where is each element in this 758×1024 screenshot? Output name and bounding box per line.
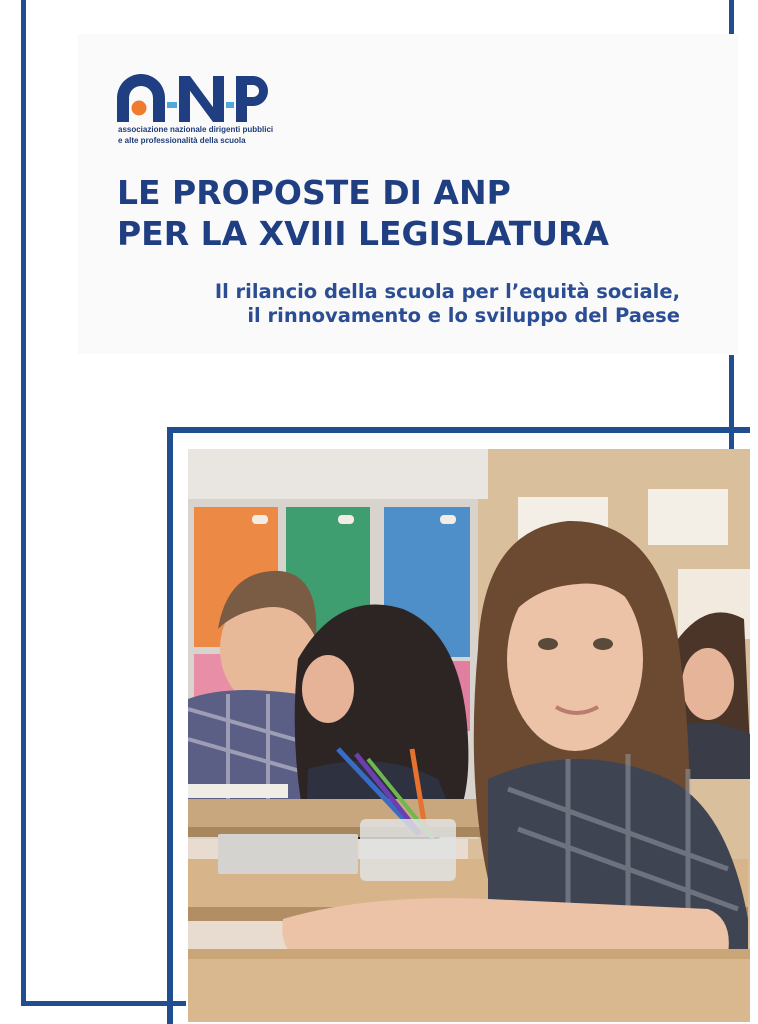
logo-tagline-line1: associazione nazionale dirigenti pubblici: [118, 125, 274, 134]
cover-subtitle: [215, 280, 680, 328]
cover-title: [117, 172, 757, 254]
photo-frame-left: [167, 427, 173, 1024]
classroom-photo: [188, 449, 750, 1022]
logo-tagline-line2: e alte professionalità della scuola: [118, 136, 246, 145]
cover-title-line1: LE PROPOSTE DI ANP: [117, 173, 511, 212]
anp-logo-mark: [117, 72, 272, 124]
cover-subtitle-line1: Il rilancio della scuola per l’equità sociale,: [214, 280, 680, 303]
cover-subtitle-line2: il rinnovamento e lo sviluppo del Paese: [247, 304, 680, 327]
classroom-illustration: [188, 449, 750, 1022]
frame-line-bottom: [21, 1001, 186, 1006]
cover-title-line2: PER LA XVIII LEGISLATURA: [117, 214, 609, 253]
frame-line-right-accent: [729, 355, 734, 450]
frame-line-top-right: [729, 0, 734, 34]
photo-frame-top: [167, 427, 750, 433]
frame-line-left: [21, 0, 26, 1006]
logo-tagline: [118, 124, 273, 146]
anp-logo: [117, 72, 277, 150]
